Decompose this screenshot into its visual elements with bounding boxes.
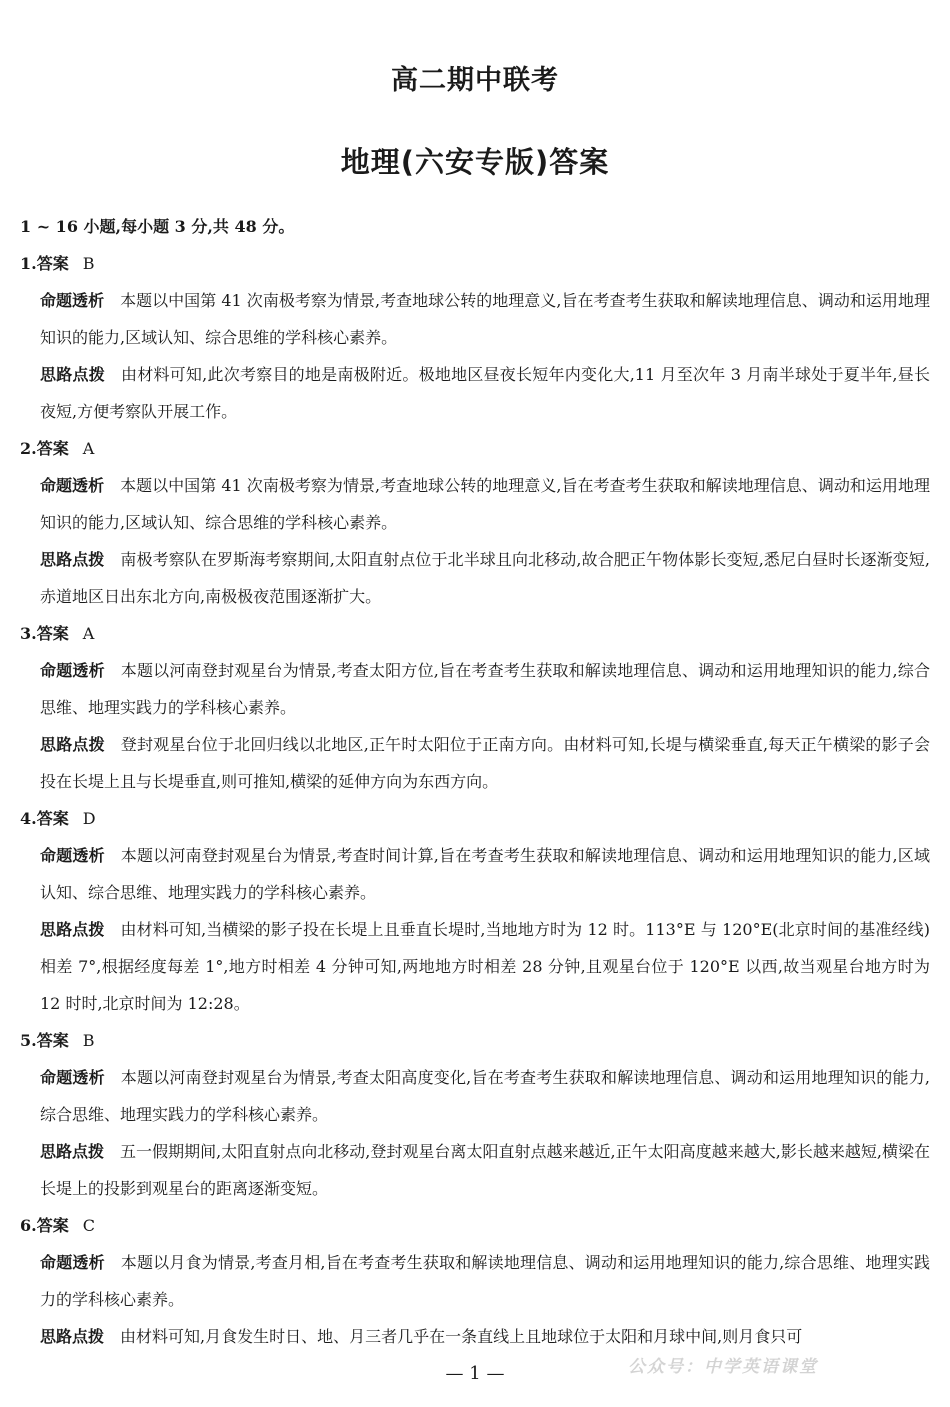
question-5 [20,1022,930,1207]
analysis-label: 命题透析 [40,1068,105,1087]
analysis-text: 本题以河南登封观星台为情景,考查太阳高度变化,旨在考查考生获取和解读地理信息、调动和运用地理知识的能力,综合思维、地理实践力的学科核心素养。 [40,1068,930,1124]
question-3 [20,615,930,800]
analysis-label: 命题透析 [40,846,105,865]
hint-text: 由材料可知,月食发生时日、地、月三者几乎在一条直线上且地球位于太阳和月球中间,则月食只可 [120,1327,803,1346]
answer-value: A [82,624,95,643]
hint-paragraph [40,1318,930,1355]
page-number: — 1 — [445,1363,505,1384]
question-2 [20,430,930,615]
answer-value: A [82,439,95,458]
hint-text: 登封观星台位于北回归线以北地区,正午时太阳位于正南方向。由材料可知,长堤与横梁垂直,每天正午横梁的影子会投在长堤上且与长堤垂直,则可推知,横梁的延伸方向为东西方向。 [40,735,930,791]
question-number: 3. [20,624,37,643]
page-title: 高二期中联考 [391,65,559,96]
answer-value: B [82,1031,95,1050]
question-number: 6. [20,1216,37,1235]
question-number: 2. [20,439,37,458]
answer-value: B [82,254,95,273]
question-1 [20,245,930,430]
analysis-text: 本题以中国第 41 次南极考察为情景,考查地球公转的地理意义,旨在考查考生获取和解读地理信息、调动和运用地理知识的能力,区域认知、综合思维的学科核心素养。 [40,291,930,347]
analysis-label: 命题透析 [40,476,105,495]
question-number: 4. [20,809,37,828]
question-number: 1. [20,254,37,273]
hint-label: 思路点拨 [40,920,105,939]
hint-paragraph [40,1133,930,1207]
hint-paragraph [40,541,930,615]
hint-label: 思路点拨 [40,550,105,569]
analysis-text: 本题以河南登封观星台为情景,考查时间计算,旨在考查考生获取和解读地理信息、调动和运用地理知识的能力,区域认知、综合思维、地理实践力的学科核心素养。 [40,846,930,902]
analysis-paragraph [40,1244,930,1318]
hint-paragraph [40,726,930,800]
analysis-label: 命题透析 [40,1253,105,1272]
hint-paragraph [40,356,930,430]
question-header [20,430,930,467]
answer-label: 答案 [36,439,69,458]
question-6 [20,1207,930,1355]
hint-text: 由材料可知,此次考察目的地是南极附近。极地地区昼夜长短年内变化大,11 月至次年 3 月南半球处于夏半年,昼长夜短,方便考察队开展工作。 [40,365,930,421]
answer-label: 答案 [36,809,69,828]
hint-label: 思路点拨 [40,365,105,384]
question-number: 5. [20,1031,37,1050]
answer-label: 答案 [36,1216,69,1235]
hint-text: 由材料可知,当横梁的影子投在长堤上且垂直长堤时,当地地方时为 12 时。113°E 与 120°E(北京时间的基准经线)相差 7°,根据经度每差 1°,地方时相差 4 分钟可知,两地地方时相差 28 分钟,且观星台位于 120°E 以西,故当观星台地方时为 12 时时,北京时间为 12:28。 [40,920,930,1013]
hint-text: 五一假期期间,太阳直射点向北移动,登封观星台离太阳直射点越来越近,正午太阳高度越来越大,影长越来越短,横梁在长堤上的投影到观星台的距离逐渐变短。 [40,1142,930,1198]
question-4 [20,800,930,1022]
answer-label: 答案 [36,254,69,273]
question-header [20,245,930,282]
question-header [20,1207,930,1244]
question-header [20,1022,930,1059]
question-header [20,615,930,652]
page-subtitle: 地理(六安专版)答案 [340,145,610,179]
analysis-text: 本题以月食为情景,考查月相,旨在考查考生获取和解读地理信息、调动和运用地理知识的能力,综合思维、地理实践力的学科核心素养。 [40,1253,930,1309]
analysis-label: 命题透析 [40,291,105,310]
question-header [20,800,930,837]
analysis-text: 本题以中国第 41 次南极考察为情景,考查地球公转的地理意义,旨在考查考生获取和解读地理信息、调动和运用地理知识的能力,区域认知、综合思维的学科核心素养。 [40,476,930,532]
analysis-paragraph [40,1059,930,1133]
answer-value: D [82,809,96,828]
answer-content [20,208,930,1355]
watermark: 公众号：中学英语课堂 [628,1357,818,1377]
hint-paragraph [40,911,930,1022]
hint-label: 思路点拨 [40,1142,105,1161]
analysis-text: 本题以河南登封观星台为情景,考查太阳方位,旨在考查考生获取和解读地理信息、调动和运用地理知识的能力,综合思维、地理实践力的学科核心素养。 [40,661,930,717]
answer-label: 答案 [36,624,69,643]
hint-label: 思路点拨 [40,735,105,754]
answer-label: 答案 [36,1031,69,1050]
analysis-paragraph [40,282,930,356]
analysis-paragraph [40,837,930,911]
analysis-paragraph [40,467,930,541]
analysis-paragraph [40,652,930,726]
hint-label: 思路点拨 [40,1327,105,1346]
intro-text: 1 ~ 16 小题,每小题 3 分,共 48 分。 [20,217,295,236]
answer-value: C [82,1216,95,1235]
hint-text: 南极考察队在罗斯海考察期间,太阳直射点位于北半球且向北移动,故合肥正午物体影长变短,悉尼白昼时长逐渐变短,赤道地区日出东北方向,南极极夜范围逐渐扩大。 [40,550,930,606]
analysis-label: 命题透析 [40,661,105,680]
